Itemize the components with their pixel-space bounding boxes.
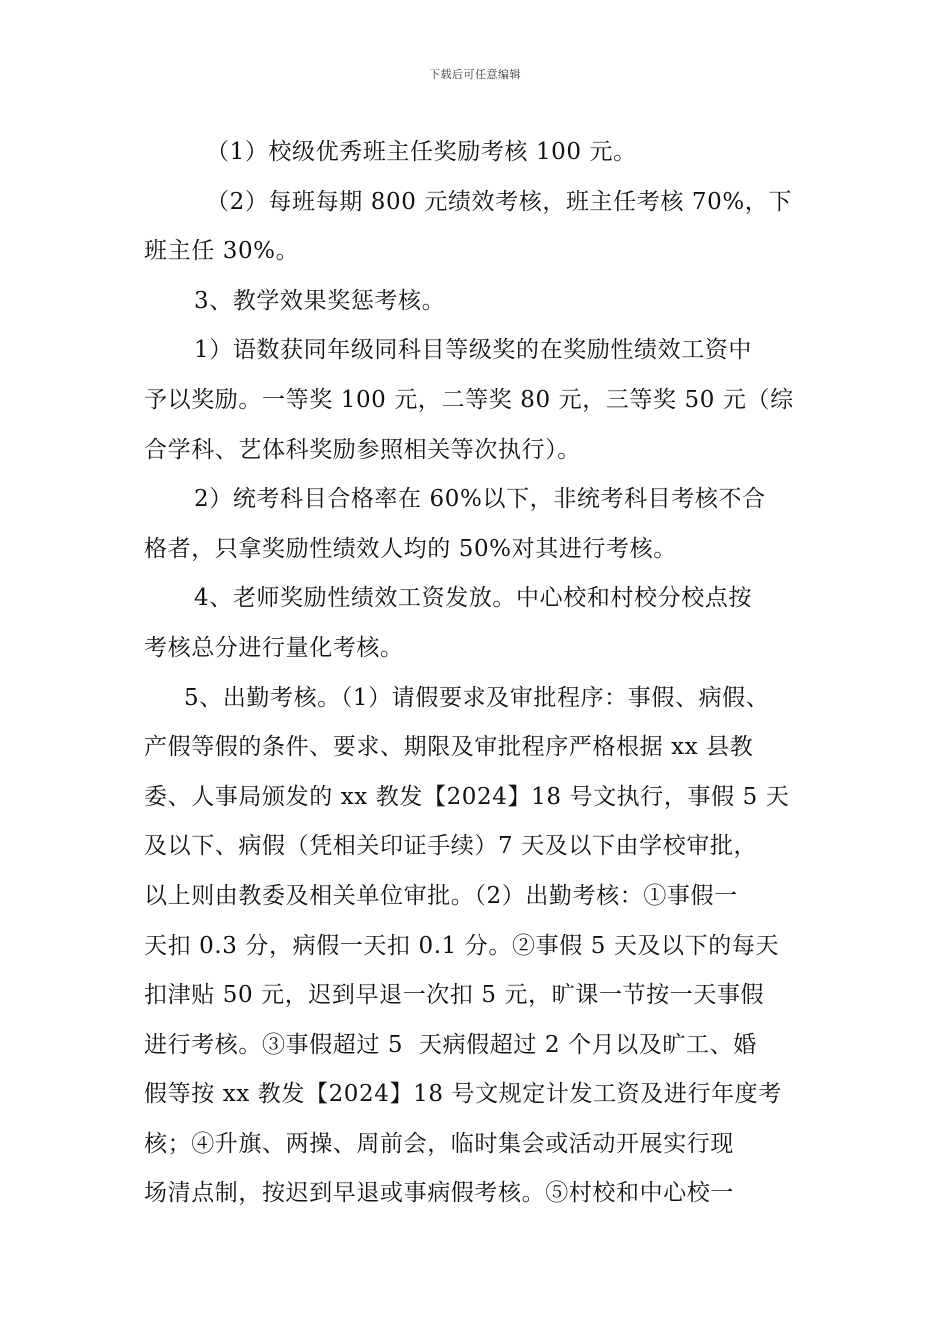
paragraph-line: 产假等假的条件、要求、期限及审批程序严格根据 xx 县教 [144,734,754,761]
paragraph-line: 合学科、艺体科奖励参照相关等次执行）。 [144,436,581,463]
paragraph-line: 5、出勤考核。（1）请假要求及审批程序：事假、病假、 [184,684,770,711]
paragraph-line: 假等按 xx 教发【2024】18 号文规定计发工资及进行年度考 [144,1081,782,1108]
paragraph-line: 天扣 0.3 分，病假一天扣 0.1 分。②事假 5 天及以下的每天 [144,932,780,959]
paragraph-line: 2）统考科目合格率在 60%以下，非统考科目考核不合 [194,486,766,513]
paragraph-line: 核；④升旗、两操、周前会，临时集会或活动开展实行现 [144,1130,734,1157]
paragraph-line: 及以下、病假（凭相关印证手续）7 天及以下由学校审批， [144,833,758,860]
document-body [144,128,816,1219]
page-header: 下载后可任意编辑 [429,68,521,81]
paragraph-line: 班主任 30%。 [144,238,300,265]
paragraph-line: 3、教学效果奖惩考核。 [194,287,446,314]
paragraph-line: 场清点制，按迟到早退或事病假考核。⑤村校和中心校一 [144,1180,734,1207]
paragraph-line: 委、人事局颁发的 xx 教发【2024】18 号文执行，事假 5 天 [144,783,790,810]
paragraph-line: 扣津贴 50 元，迟到早退一次扣 5 元，旷课一节按一天事假 [144,982,765,1009]
paragraph-line: 1）语数获同年级同科目等级奖的在奖励性绩效工资中 [194,337,753,364]
paragraph-line: （2）每班每期 800 元绩效考核，班主任考核 70%，下 [206,188,792,215]
paragraph-line: 进行考核。③事假超过 5 天病假超过 2 个月以及旷工、婚 [144,1031,757,1058]
paragraph-line: 格者，只拿奖励性绩效人均的 50%对其进行考核。 [144,535,677,562]
paragraph-line: 予以奖励。一等奖 100 元，二等奖 80 元，三等奖 50 元（综 [144,386,794,413]
paragraph-line: （1）校级优秀班主任奖励考核 100 元。 [206,139,637,165]
paragraph-line: 考核总分进行量化考核。 [144,634,404,661]
paragraph-line: 以上则由教委及相关单位审批。（2）出勤考核：①事假一 [144,882,738,909]
paragraph-line: 4、老师奖励性绩效工资发放。中心校和村校分校点按 [194,585,753,612]
